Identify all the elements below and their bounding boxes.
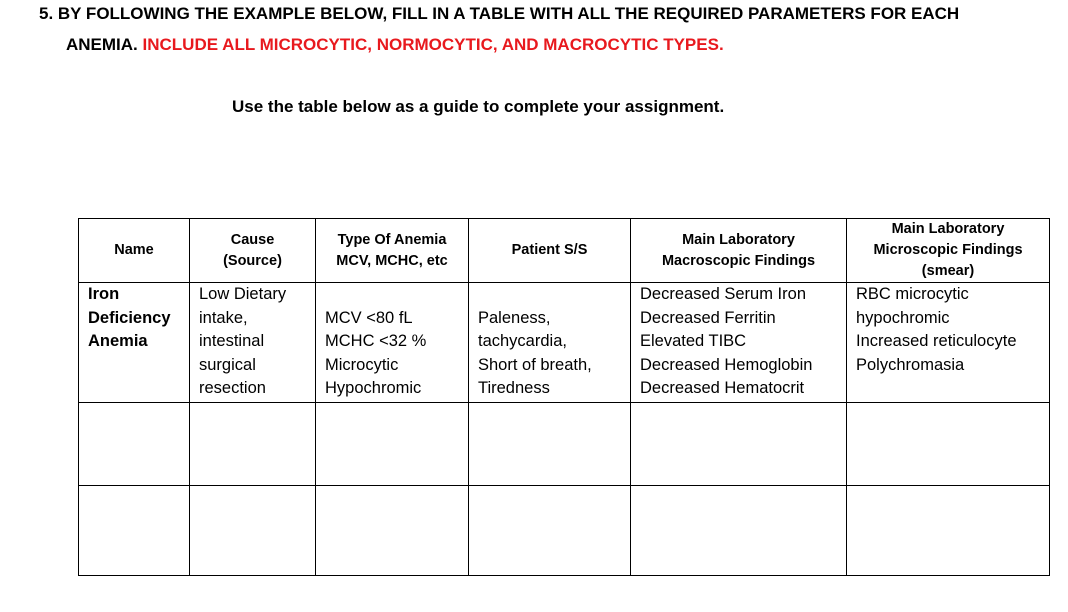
cell-type: MCV <80 fL MCHC <32 % Microcytic Hypochromic bbox=[316, 283, 469, 403]
empty-cell[interactable] bbox=[469, 486, 631, 576]
question-line-2 bbox=[66, 35, 724, 55]
header-macroscopic-findings: Main Laboratory Macroscopic Findings bbox=[631, 219, 847, 283]
header-patient-ss: Patient S/S bbox=[469, 219, 631, 283]
empty-cell[interactable] bbox=[316, 403, 469, 486]
empty-cell[interactable] bbox=[190, 486, 316, 576]
empty-cell[interactable] bbox=[469, 403, 631, 486]
cell-patient-ss: Paleness, tachycardia, Short of breath, Tiredness bbox=[469, 283, 631, 403]
guide-instruction: Use the table below as a guide to complete your assignment. bbox=[232, 97, 725, 116]
cell-cause: Low Dietary intake, intestinal surgical resection bbox=[190, 283, 316, 403]
cell-name: Iron Deficiency Anemia bbox=[79, 283, 190, 403]
header-microscopic-findings: Main Laboratory Microscopic Findings (smear) bbox=[847, 219, 1050, 283]
question-line-1: 5. BY FOLLOWING THE EXAMPLE BELOW, FILL IN A TABLE WITH ALL THE REQUIRED PARAMETERS FOR EACH bbox=[39, 4, 960, 23]
table-row-empty bbox=[79, 486, 1050, 576]
header-cause: Cause (Source) bbox=[190, 219, 316, 283]
empty-cell[interactable] bbox=[79, 486, 190, 576]
empty-cell[interactable] bbox=[847, 486, 1050, 576]
empty-cell[interactable] bbox=[190, 403, 316, 486]
empty-cell[interactable] bbox=[316, 486, 469, 576]
table-row-empty bbox=[79, 403, 1050, 486]
cell-microscopic: RBC microcytic hypochromic Increased reticulocyte Polychromasia bbox=[847, 283, 1050, 403]
question-emphasis-red: INCLUDE ALL MICROCYTIC, NORMOCYTIC, AND MACROCYTIC TYPES. bbox=[142, 35, 724, 54]
empty-cell[interactable] bbox=[847, 403, 1050, 486]
header-name: Name bbox=[79, 219, 190, 283]
empty-cell[interactable] bbox=[79, 403, 190, 486]
question-line-2-text: ANEMIA. bbox=[66, 35, 138, 54]
empty-cell[interactable] bbox=[631, 486, 847, 576]
table-row bbox=[79, 283, 1050, 403]
empty-cell[interactable] bbox=[631, 403, 847, 486]
table-header-row bbox=[79, 219, 1050, 283]
header-type-of-anemia: Type Of Anemia MCV, MCHC, etc bbox=[316, 219, 469, 283]
anemia-table bbox=[78, 218, 1050, 576]
cell-macroscopic: Decreased Serum Iron Decreased Ferritin Elevated TIBC Decreased Hemoglobin Decreased Hematocrit bbox=[631, 283, 847, 403]
